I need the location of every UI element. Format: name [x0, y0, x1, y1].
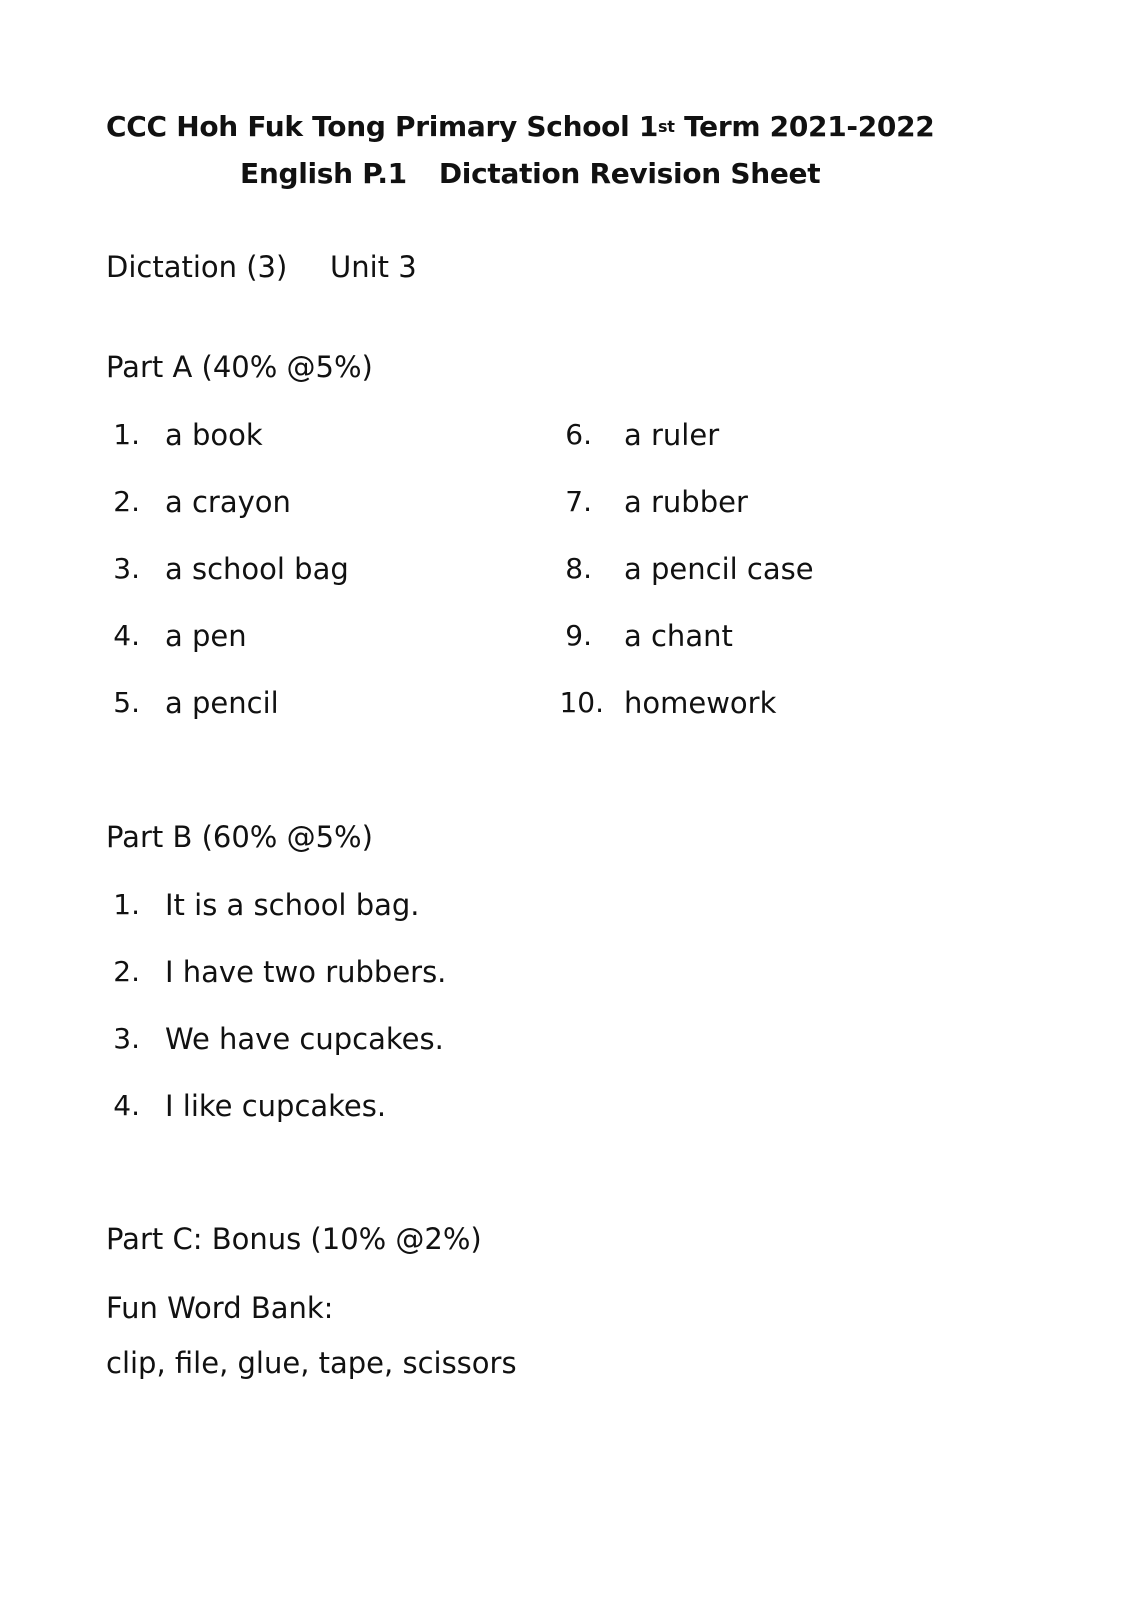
part-a-word: a pencil [165, 686, 279, 720]
part-b-number: 4. [113, 1089, 140, 1122]
part-b-number: 2. [113, 955, 140, 988]
part-b-sentence: We have cupcakes. [165, 1022, 444, 1056]
school-name: CCC Hoh Fuk Tong Primary School 1 [106, 110, 659, 143]
unit-label: Unit 3 [330, 250, 417, 284]
part-a-word: a book [165, 418, 263, 452]
part-a-word: a school bag [165, 552, 349, 586]
part-a-word: a ruler [624, 418, 720, 452]
part-a-number: 2. [113, 485, 140, 518]
term-ordinal-suffix: st [658, 117, 675, 136]
school-title [106, 110, 934, 143]
part-b-sentence: I like cupcakes. [165, 1089, 387, 1123]
part-b-number: 3. [113, 1022, 140, 1055]
dictation-label: Dictation (3) [106, 250, 288, 284]
part-a-number: 8. [565, 552, 592, 585]
part-a-word: a pencil case [624, 552, 814, 586]
sheet-subtitle [240, 157, 820, 190]
part-a-word: homework [624, 686, 777, 720]
part-b-number: 1. [113, 888, 140, 921]
part-a-word: a pen [165, 619, 247, 653]
part-a-number: 5. [113, 686, 140, 719]
sheet-title: Dictation Revision Sheet [438, 157, 821, 190]
part-a-heading: Part A (40% @5%) [106, 350, 373, 384]
part-a-number: 4. [113, 619, 140, 652]
part-a-word: a chant [624, 619, 733, 653]
part-a-number: 1. [113, 418, 140, 451]
part-a-word: a rubber [624, 485, 748, 519]
part-a-number: 3. [113, 552, 140, 585]
part-a-number: 7. [565, 485, 592, 518]
subject: English P.1 [240, 157, 407, 190]
part-b-sentence: It is a school bag. [165, 888, 420, 922]
part-b-sentence: I have two rubbers. [165, 955, 447, 989]
term-years: Term 2021-2022 [684, 110, 935, 143]
part-a-number: 10. [559, 686, 604, 719]
part-c-heading: Part C: Bonus (10% @2%) [106, 1222, 482, 1256]
part-a-number: 9. [565, 619, 592, 652]
part-b-heading: Part B (60% @5%) [106, 820, 373, 854]
word-bank-label: Fun Word Bank: [106, 1291, 334, 1325]
part-a-number: 6. [565, 418, 592, 451]
part-a-word: a crayon [165, 485, 291, 519]
word-bank-list: clip, file, glue, tape, scissors [106, 1346, 517, 1380]
